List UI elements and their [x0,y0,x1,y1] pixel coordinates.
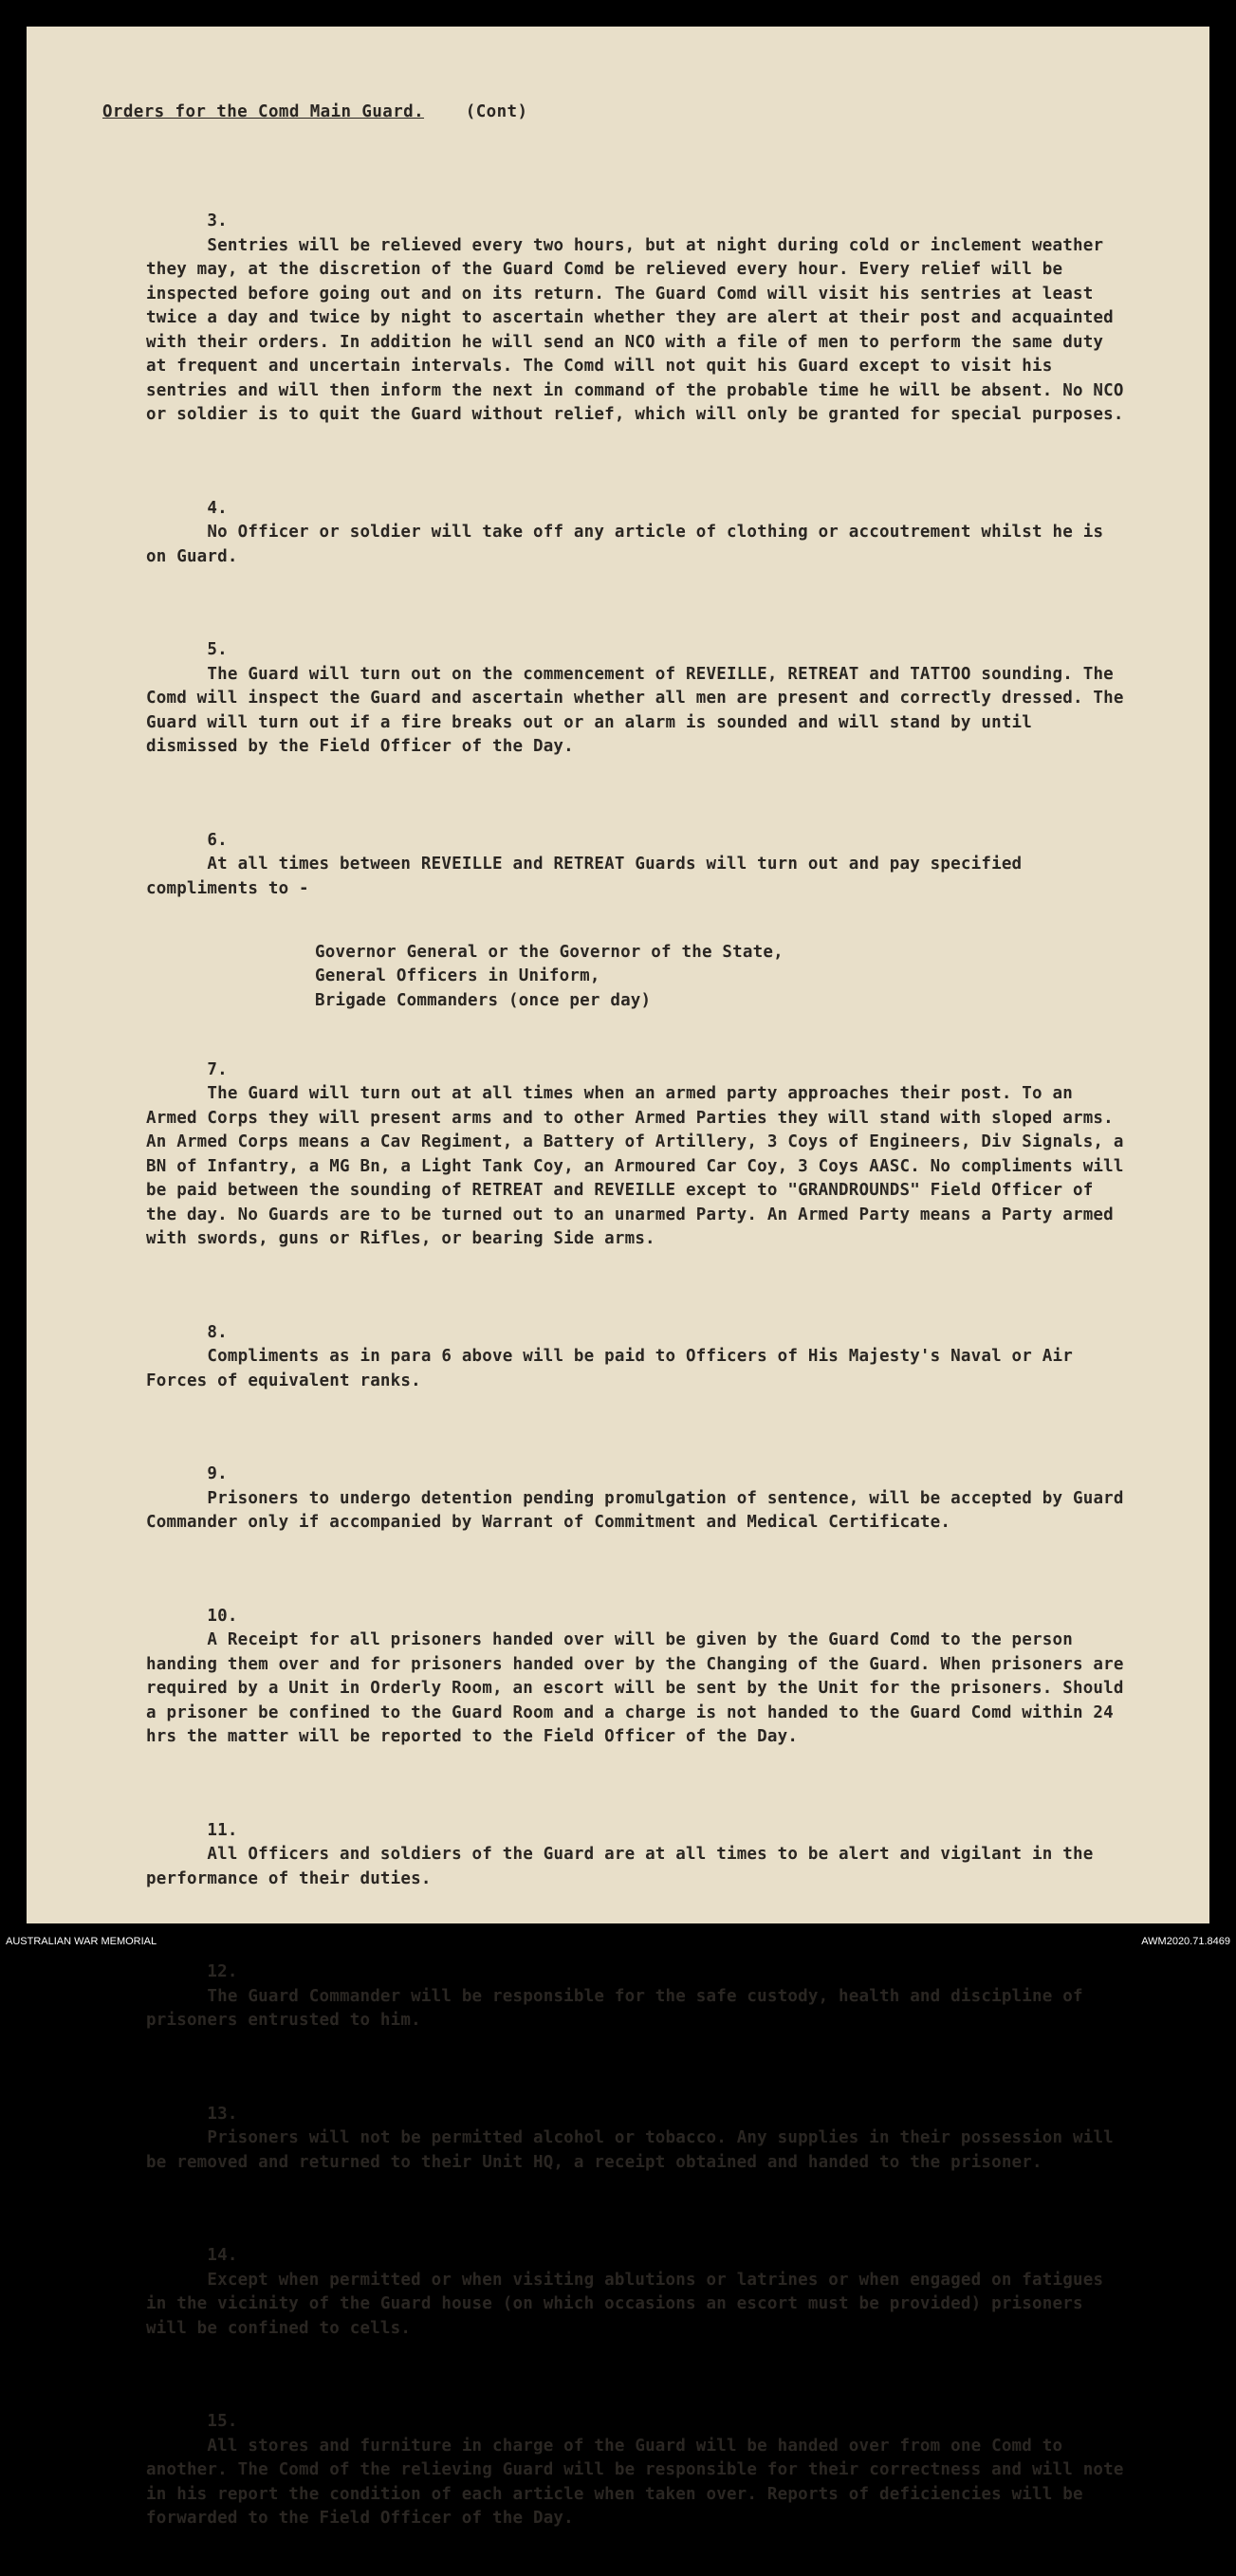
paragraph-text: The Guard Commander will be responsible for the safe custody, health and discipline of prisoners entrusted to him. [146,1986,1094,2030]
paragraph-number: 4. [207,498,228,518]
paragraph-10 [102,1580,1135,1774]
list-item: General Officers in Uniform, [315,966,600,985]
paragraph-text: All stores and furniture in charge of the Guard will be handed over from one Comd to another. The Comd of the relieving Guard will be responsible for their correctness and will note in his report the condition of each article when taken over. Reports of deficiencies will be forwarded to the Field Officer of the Day. [146,2436,1135,2528]
paragraph-text: At all times between REVEILLE and RETREAT Guards will turn out and pay specified compliments to - [146,855,1033,898]
list-item: Brigade Commanders (once per day) [315,990,652,1010]
paragraph-number: 7. [207,1059,228,1079]
paragraph-number: 3. [207,212,228,230]
paragraph-11 [102,1794,1127,1916]
paragraph-number: 13. [207,2104,238,2124]
paragraph-text: Except when permitted or when visiting ablutions or latrines or when engaged on fatigues in the vicinity of the Guard house (on which occasions an escort must be provided) prisoners will be confined to cells. [146,2270,1114,2338]
paragraph-text: A Receipt for all prisoners handed over will be given by the Guard Comd to the person handing them over and for prisoners handed over by the Changing of the Guard. When prisoners are required by a Unit in Orderly Room, an escort will be sent by the Unit for the prisoners. Should a prisoner be confined to the Guard Room and a charge is not handed to the Guard Comd within 24 hrs the matter will be reported to the Field Officer of the Day. [146,1630,1135,1746]
paragraph-text: The Guard will turn out on the commencement of REVEILLE, RETREAT and TATTOO sounding. The Comd will inspect the Guard and ascertain whether all men are present and correctly dressed. The Guard will turn out if a fire breaks out or an alarm is sounded and will stand by until dismissed by the Field Officer of the Day. [146,664,1135,756]
paragraph-text: No Officer or soldier will take off any article of clothing or accoutrement whilst he is on Guard. [146,523,1114,566]
paragraph-14 [102,2220,1127,2365]
paragraph-9 [102,1439,1135,1560]
paragraph-3 [102,186,1135,452]
paragraph-text: Prisoners will not be permitted alcohol or tobacco. Any supplies in their possession will be removed and returned to their Unit HQ, a receipt obtained and handed to the prisoner. [146,2128,1124,2172]
footer-institution: AUSTRALIAN WAR MEMORIAL [6,1936,157,1947]
compliments-list [102,941,1127,1014]
paragraph-text: The Guard will turn out at all times when an armed party approaches their post. To an Armed Corps they will present arms and to other Armed Parties they will stand with sloped arms. An Armed Corps means a Cav Regiment, a Battery of Artillery, 3 Coys of Engineers, Div Signals, a BN of Infantry, a MG Bn, a Light Tank Coy, an Armoured Car Coy, 3 Coys AASC. No compliments will be paid between the sounding of RETREAT and REVEILLE except to "GRANDROUNDS" Field Officer of the day. No Guards are to be turned out to an unarmed Party. An Armed Party means a Party armed with swords, guns or Rifles, or bearing Side arms. [146,1084,1135,1248]
paragraph-text: Prisoners to undergo detention pending promulgation of sentence, will be accepted by Guard Commander only if accompanied by Warrant of Commitment and Medical Certificate. [146,1488,1135,1532]
paragraph-8 [102,1297,1127,1418]
paragraph-7 [102,1034,1135,1276]
paragraph-number: 12. [207,1962,238,1981]
paragraph-number: 15. [207,2412,238,2431]
paragraph-5 [102,615,1135,784]
paragraph-number: 14. [207,2246,238,2265]
paragraph-text: Sentries will be relieved every two hours, but at night during cold or inclement weather they may, at the discretion of the Guard Comd be relieved every hour. Every relief will be inspected before going out and on its return. The Guard Comd will visit his sentries at least twice a day and twice by night to ascertain whether they are alert at their post and acquainted with their orders. In addition he will send an NCO with a file of men to perform the same duty at frequent and uncertain intervals. The Comd will not quit his Guard except to visit his sentries and will then inform the next in command of the probable time he will be absent. No NCO or soldier is to quit the Guard without relief, which will only be granted for special purposes. [146,235,1135,424]
paragraph-6 [102,804,1127,926]
paragraph-number: 10. [207,1606,238,1626]
paragraph-number: 5. [207,640,228,659]
paragraph-number: 9. [207,1464,228,1483]
paragraph-13 [102,2078,1127,2199]
paragraph-15 [102,2386,1135,2556]
heading-cont: (Cont) [465,102,528,121]
paragraph-number: 11. [207,1820,238,1840]
paragraph-number: 6. [207,830,228,850]
document-body [102,101,1135,2576]
heading-title: Orders for the Comd Main Guard. [102,102,425,121]
list-item: Governor General or the Governor of the State, [315,942,784,962]
paragraph-text: All Officers and soldiers of the Guard are at all times to be alert and vigilant in the performance of their duties. [146,1845,1104,1888]
footer-accession-number: AWM2020.71.8469 [1141,1936,1230,1947]
archive-footer [0,1928,1236,1955]
paragraph-text: Compliments as in para 6 above will be paid to Officers of His Majesty's Naval or Air Forces of equivalent ranks. [146,1347,1083,1390]
paragraph-number: 8. [207,1322,228,1342]
paragraph-4 [102,472,1127,594]
page-heading [102,101,1127,125]
